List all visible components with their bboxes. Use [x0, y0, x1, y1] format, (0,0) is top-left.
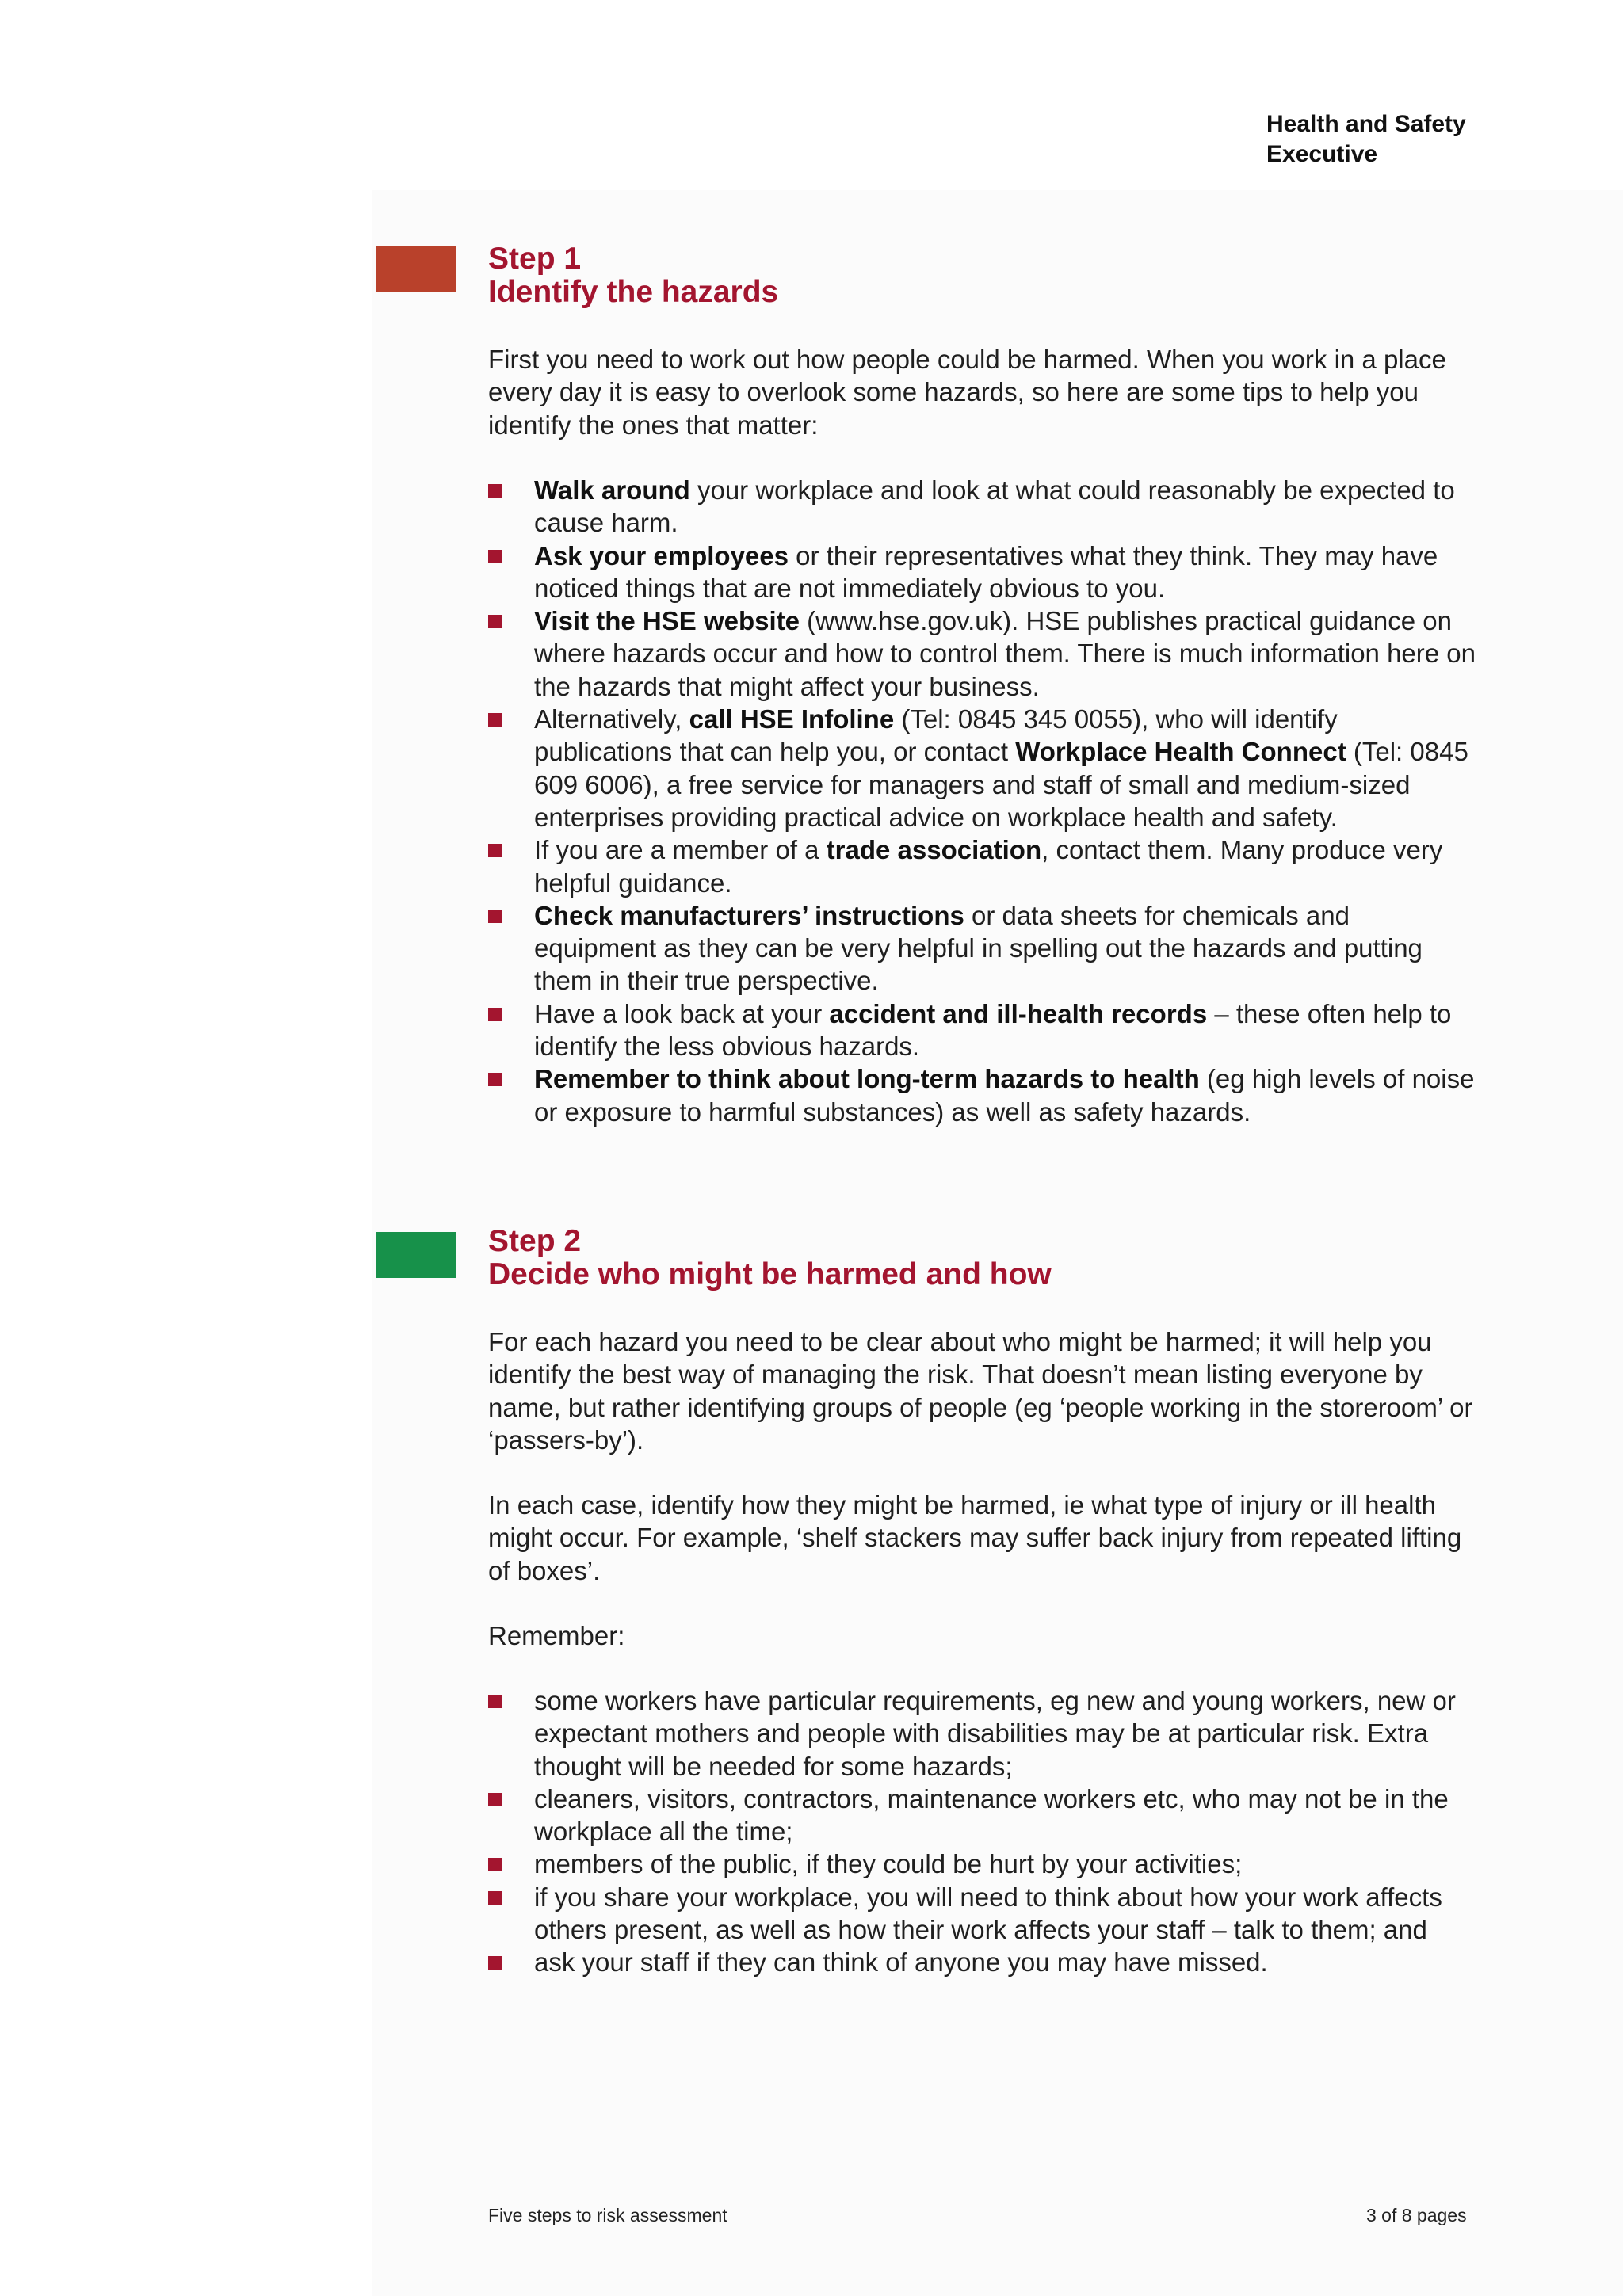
- bullet-square-icon: [488, 1858, 502, 1871]
- bullet-square-icon: [488, 615, 502, 628]
- bullet-square-icon: [488, 1073, 502, 1086]
- step1-heading: [488, 242, 778, 309]
- bullet-square-icon: [488, 844, 502, 857]
- list-item: cleaners, visitors, contractors, maintenance workers etc, who may not be in the workplace all the time;: [488, 1783, 1479, 1848]
- list-item: some workers have particular requirements, eg new and young workers, new or expectant mothers and people with disabilities may be at particular risk. Extra thought will be needed for some hazards;: [488, 1684, 1479, 1783]
- organisation-name: [1266, 109, 1466, 170]
- list-item: Visit the HSE website (www.hse.gov.uk). HSE publishes practical guidance on where hazards occur and how to control them. There is much information here on the hazards that might affect your business.: [488, 605, 1479, 703]
- list-item: Check manufacturers’ instructions or data sheets for chemicals and equipment as they can be very helpful in spelling out the hazards and putting them in their true perspective.: [488, 899, 1479, 997]
- step2-bullet-list: [488, 1684, 1479, 1979]
- footer-document-title: Five steps to risk assessment: [488, 2205, 727, 2225]
- bullet-square-icon: [488, 1956, 502, 1970]
- bullet-square-icon: [488, 1695, 502, 1708]
- bullet-square-icon: [488, 1793, 502, 1806]
- list-item: Remember to think about long-term hazards to health (eg high levels of noise or exposure to harmful substances) as well as safety hazards.: [488, 1062, 1479, 1128]
- step1-intro: First you need to work out how people could be harmed. When you work in a place every day it is easy to overlook some hazards, so here are some tips to help you identify the ones that matter:: [488, 345, 1446, 440]
- organisation-name-line1: Health and Safety: [1266, 111, 1466, 137]
- step1-title: Identify the hazards: [488, 275, 779, 309]
- list-item: if you share your workplace, you will need to think about how your work affects others present, as well as how their work affects your staff – talk to them; and: [488, 1881, 1479, 1947]
- bullet-square-icon: [488, 910, 502, 923]
- list-item: Alternatively, call HSE Infoline (Tel: 0845 345 0055), who will identify publications that can help you, or contact Workplace Health Connect (Tel: 0845 609 6006), a free service for managers and staff of small and medium-sized enterprises providing practical advice on workplace health and safety.: [488, 703, 1479, 833]
- list-item: ask your staff if they can think of anyone you may have missed.: [488, 1946, 1479, 1978]
- list-item: If you are a member of a trade association, contact them. Many produce very helpful guidance.: [488, 833, 1479, 899]
- step2-paragraph-2: In each case, identify how they might be harmed, ie what type of injury or ill health might occur. For example, ‘shelf stackers may suffer back injury from repeated lifting of boxes’.: [488, 1490, 1462, 1585]
- step1-label: Step 1: [488, 242, 582, 276]
- list-item: Walk around your workplace and look at what could reasonably be expected to cause harm.: [488, 474, 1479, 540]
- step2-heading: [488, 1225, 1052, 1291]
- step1-bullet-list: [488, 474, 1479, 1128]
- bullet-square-icon: [488, 1008, 502, 1021]
- list-item: Have a look back at your accident and ill-health records – these often help to identify the less obvious hazards.: [488, 997, 1479, 1063]
- step2-paragraph-1: For each hazard you need to be clear about who might be harmed; it will help you identify the best way of managing the risk. That doesn’t mean listing everyone by name, but rather identifying groups of people (eg ‘people working in the storeroom’ or ‘passers-by’).: [488, 1327, 1473, 1455]
- step2-title: Decide who might be harmed and how: [488, 1257, 1052, 1291]
- footer-page-number: 3 of 8 pages: [1366, 2205, 1467, 2225]
- bullet-square-icon: [488, 484, 502, 498]
- bullet-square-icon: [488, 1891, 502, 1905]
- organisation-name-line2: Executive: [1266, 141, 1378, 167]
- step2-remember-label: Remember:: [488, 1621, 625, 1650]
- step2-label: Step 2: [488, 1224, 582, 1258]
- list-item: members of the public, if they could be hurt by your activities;: [488, 1848, 1479, 1880]
- list-item: Ask your employees or their representatives what they think. They may have noticed things that are not immediately obvious to you.: [488, 540, 1479, 605]
- step1-color-marker: [376, 246, 456, 292]
- step2-color-marker: [376, 1232, 456, 1278]
- bullet-square-icon: [488, 713, 502, 727]
- bullet-square-icon: [488, 550, 502, 563]
